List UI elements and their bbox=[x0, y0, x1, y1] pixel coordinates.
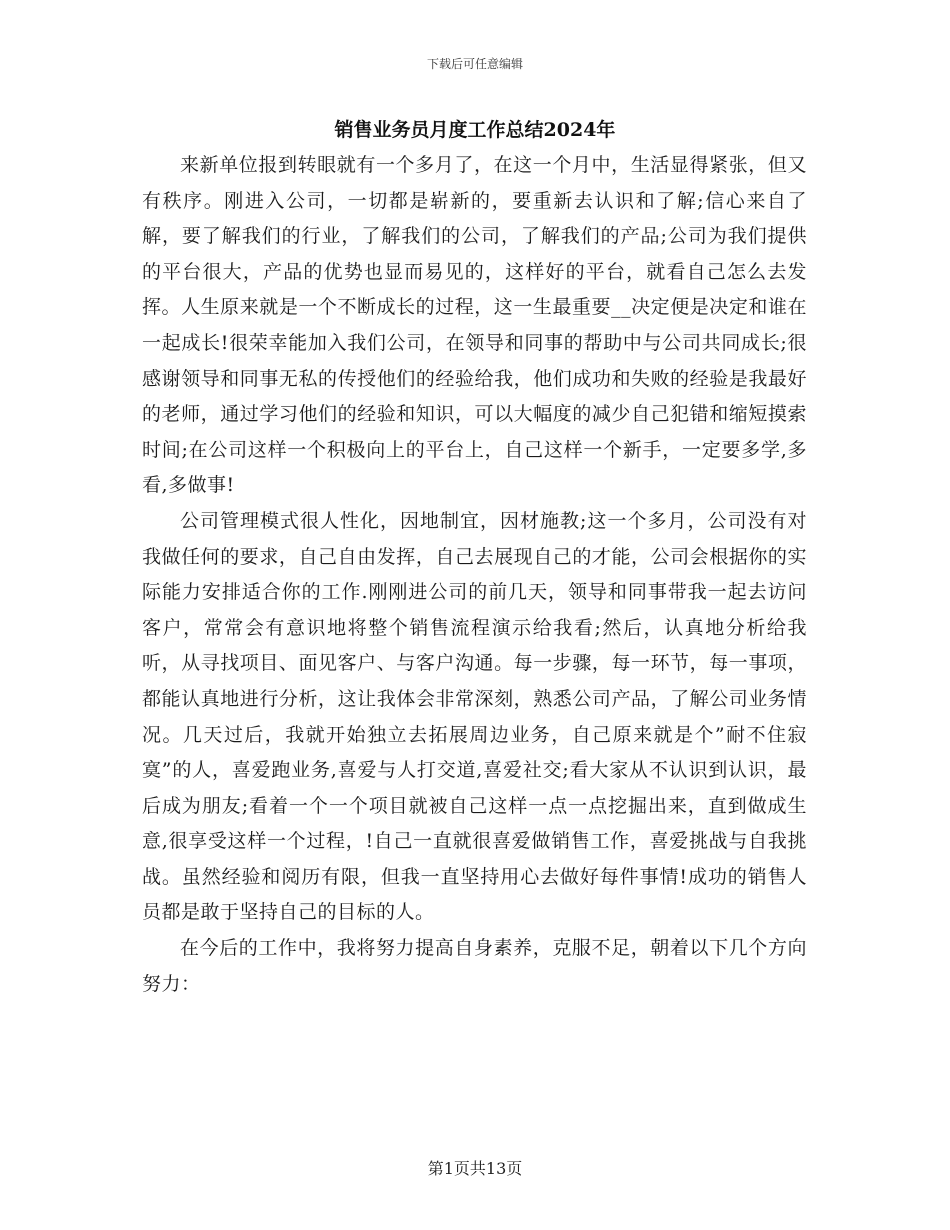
paragraph-2: 公司管理模式很人性化，因地制宜，因材施教;这一个多月，公司没有对我做任何的要求，自己自由发挥，自己去展现自己的才能，公司会根据你的实际能力安排适合你的工作.刚刚进公司的前几天，领导和同事带我一起去访问客户，常常会有意识地将整个销售流程演示给我看;然后，认真地分析给我听，从寻找项目、面见客户、与客户沟通。每一步骤，每一环节，每一事项，都能认真地进行分析，这让我体会非常深刻，熟悉公司产品，了解公司业务情况。几天过后，我就开始独立去拓展周边业务，自己原来就是个”耐不住寂寞”的人，喜爱跑业务,喜爱与人打交道,喜爱社交;看大家从不认识到认识，最后成为朋友;看着一个一个项目就被自己这样一点一点挖掘出来，直到做成生意,很享受这样一个过程，!自己一直就很喜爱做销售工作，喜爱挑战与自我挑战。虽然经验和阅历有限，但我一直坚持用心去做好每件事情!成功的销售人员都是敢于坚持自己的目标的人。 bbox=[142, 509, 807, 924]
document-body bbox=[142, 148, 807, 1002]
page-number-footer: 第1页共13页 bbox=[427, 1159, 523, 1178]
header-note: 下载后可任意编辑 bbox=[426, 57, 523, 71]
document-title: 销售业务员月度工作总结2024年 bbox=[334, 119, 616, 141]
paragraph-1: 来新单位报到转眼就有一个多月了，在这一个月中，生活显得紧张，但又有秩序。刚进入公司，一切都是崭新的，要重新去认识和了解;信心来自了解，要了解我们的行业，了解我们的公司，了解我们的产品;公司为我们提供的平台很大，产品的优势也显而易见的，这样好的平台，就看自己怎么去发挥。人生原来就是一个不断成长的过程，这一生最重要__决定便是决定和谁在一起成长!很荣幸能加入我们公司，在领导和同事的帮助中与公司共同成长;很感谢领导和同事无私的传授他们的经验给我，他们成功和失败的经验是我最好的老师，通过学习他们的经验和知识，可以大幅度的减少自己犯错和缩短摸索时间;在公司这样一个积极向上的平台上，自己这样一个新手，一定要多学,多看,多做事! bbox=[142, 154, 807, 497]
paragraph-3: 在今后的工作中，我将努力提高自身素养，克服不足，朝着以下几个方向努力： bbox=[142, 937, 807, 995]
